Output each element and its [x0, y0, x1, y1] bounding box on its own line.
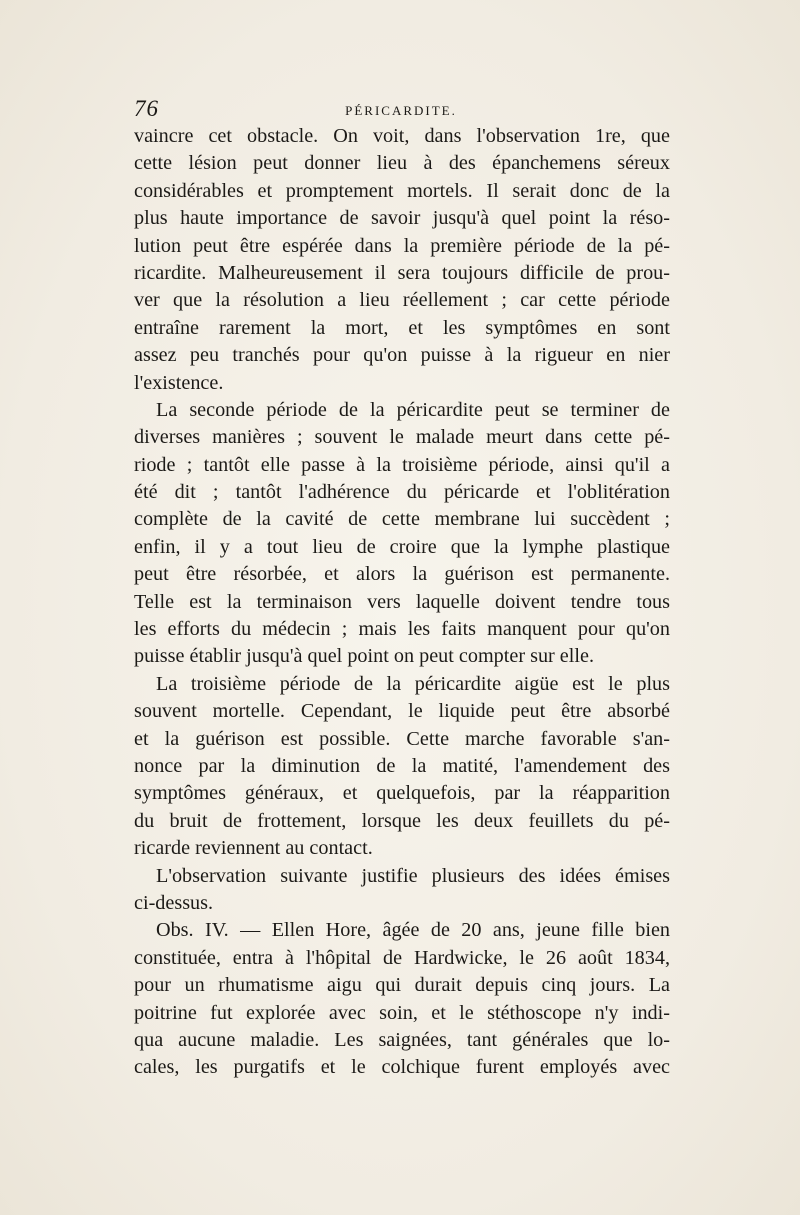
- text-line: cales, les purgatifs et le colchique furent employés avec: [134, 1056, 670, 1079]
- text-line: souvent mortelle. Cependant, le liquide peut être absorbé: [134, 700, 670, 723]
- text-line: diverses manières ; souvent le malade meurt dans cette pé-: [134, 426, 670, 449]
- text-line: riode ; tantôt elle passe à la troisième période, ainsi qu'il a: [134, 453, 670, 476]
- text-line: plus haute importance de savoir jusqu'à quel point la réso-: [134, 207, 670, 230]
- text-line: La seconde période de la péricardite peut se terminer de: [156, 398, 670, 421]
- text-line: Telle est la terminaison vers laquelle doivent tendre tous: [134, 590, 670, 613]
- text-line: nonce par la diminution de la matité, l'amendement des: [134, 754, 670, 777]
- text-line: assez peu tranchés pour qu'on puisse à la rigueur en nier: [134, 344, 670, 367]
- text-line: symptômes généraux, et quelquefois, par la réapparition: [134, 782, 670, 805]
- text-line: cette lésion peut donner lieu à des épanchemens séreux: [134, 152, 670, 175]
- text-line: puisse établir jusqu'à quel point on peut compter sur elle.: [134, 645, 594, 668]
- text-line: considérables et promptement mortels. Il serait donc de la: [134, 179, 670, 202]
- text-line: ci-dessus.: [134, 891, 214, 914]
- text-line: constituée, entra à l'hôpital de Hardwicke, le 26 août 1834,: [134, 946, 670, 969]
- text-line: entraîne rarement la mort, et les symptômes en sont: [134, 316, 670, 339]
- text-line: complète de la cavité de cette membrane lui succèdent ;: [134, 508, 670, 531]
- text-line: pour un rhumatisme aigu qui durait depuis cinq jours. La: [134, 974, 670, 997]
- text-line: vaincre cet obstacle. On voit, dans l'observation 1re, que: [134, 125, 670, 147]
- text-line: ver que la résolution a lieu réellement ; car cette période: [134, 289, 670, 312]
- text-line: été dit ; tantôt l'adhérence du péricarde et l'oblitération: [134, 481, 670, 504]
- text-line: lution peut être espérée dans la première période de la pé-: [134, 234, 670, 257]
- text-line: les efforts du médecin ; mais les faits manquent pour qu'on: [134, 618, 670, 641]
- text-line: enfin, il y a tout lieu de croire que la lymphe plastique: [134, 535, 670, 558]
- text-line: du bruit de frottement, lorsque les deux feuillets du pé-: [134, 809, 670, 832]
- running-title: PÉRICARDITE.: [345, 103, 457, 118]
- text-line: La troisième période de la péricardite aigüe est le plus: [156, 672, 670, 695]
- text-line: L'observation suivante justifie plusieurs des idées émises: [156, 864, 670, 887]
- page-number: 76: [134, 96, 159, 121]
- text-line: ricarde reviennent au contact.: [134, 837, 373, 860]
- text-line: ricardite. Malheureusement il sera toujours difficile de prou-: [134, 261, 670, 284]
- body-text: [134, 123, 670, 1082]
- text-line: poitrine fut explorée avec soin, et le stéthoscope n'y indi-: [134, 1001, 670, 1024]
- text-line: Obs. IV. — Ellen Hore, âgée de 20 ans, jeune fille bien: [156, 919, 670, 942]
- text-line: et la guérison est possible. Cette marche favorable s'an-: [134, 727, 670, 750]
- running-head: [132, 96, 670, 124]
- text-line: qua aucune maladie. Les saignées, tant générales que lo-: [134, 1028, 670, 1051]
- text-line: peut être résorbée, et alors la guérison est permanente.: [134, 563, 670, 586]
- text-line: l'existence.: [134, 371, 224, 394]
